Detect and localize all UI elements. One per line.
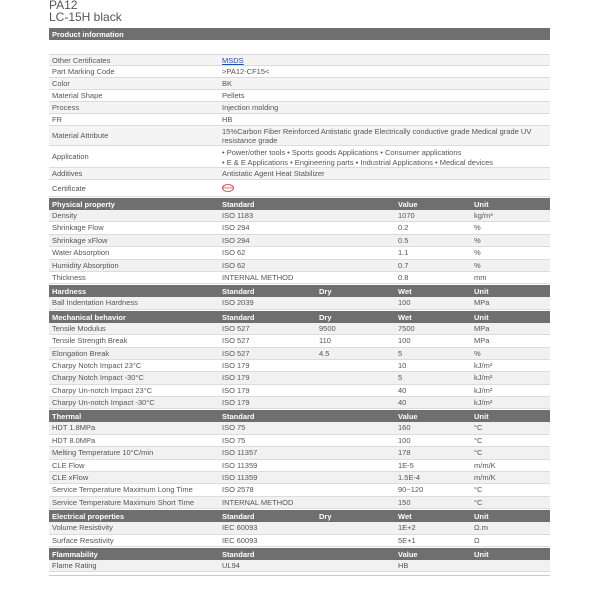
bottom-divider — [49, 572, 550, 576]
table-cell: mm — [474, 272, 487, 282]
info-row — [49, 168, 550, 180]
table-row — [49, 460, 550, 472]
table-cell — [471, 560, 550, 571]
table-cell: Surface Resistivity — [52, 535, 114, 545]
column-header: Value — [398, 412, 418, 422]
info-value: Injection molding — [222, 103, 279, 112]
table-row — [49, 335, 550, 347]
flammability-section-header — [49, 547, 550, 560]
column-header: Wet — [398, 287, 412, 297]
column-header: Hardness — [52, 287, 87, 297]
table-cell: % — [474, 235, 481, 245]
table-cell: 150 — [398, 497, 411, 507]
column-header: Standard — [222, 412, 255, 422]
table-cell: kJ/m² — [474, 373, 493, 383]
physical-section-header — [49, 197, 550, 210]
table-cell: 110 — [319, 336, 331, 346]
electrical-section-header — [49, 509, 550, 522]
column-header: Mechanical behavior — [52, 312, 126, 322]
hardness-section-header — [49, 284, 550, 297]
table-cell: Service Temperature Maximum Short Time — [52, 497, 194, 507]
table-cell: 1.5E-4 — [398, 473, 421, 483]
table-cell — [316, 460, 395, 471]
column-header: Standard — [222, 312, 255, 322]
product-info-header-label: Product information — [52, 30, 124, 39]
column-header — [316, 548, 395, 560]
table-cell: Tensile Modulus — [52, 323, 106, 333]
table-cell: ISO 179 — [222, 360, 250, 370]
info-label: Part Marking Code — [52, 67, 115, 76]
datasheet — [49, 27, 550, 576]
column-header: Unit — [474, 312, 489, 322]
info-label: Material Attribute — [52, 131, 109, 140]
column-header: Unit — [474, 512, 489, 522]
table-cell: ISO 294 — [222, 223, 250, 233]
table-cell: ISO 75 — [222, 423, 246, 433]
table-cell: IEC 60093 — [222, 535, 258, 545]
column-header: Unit — [474, 287, 489, 297]
table-cell: % — [474, 248, 481, 258]
table-cell: kJ/m² — [474, 398, 493, 408]
table-cell: ISO 179 — [222, 373, 250, 383]
column-header: Thermal — [52, 412, 82, 422]
table-cell — [316, 222, 395, 233]
table-cell — [316, 247, 395, 258]
table-cell — [316, 297, 395, 308]
column-header: Wet — [398, 512, 412, 522]
table-cell: 40 — [398, 398, 407, 408]
column-header: Dry — [319, 512, 332, 522]
table-row — [49, 535, 550, 547]
info-value: HB — [222, 115, 233, 124]
table-cell: 5E+1 — [398, 535, 416, 545]
table-cell: ISO 11359 — [222, 473, 258, 483]
table-cell: 1E-5 — [398, 460, 414, 470]
table-cell: % — [474, 348, 481, 358]
table-cell: HDT 8.0MPa — [52, 435, 96, 445]
table-row — [49, 272, 550, 284]
table-cell: HB — [398, 560, 409, 570]
table-cell: ISO 527 — [222, 323, 250, 333]
info-row — [49, 180, 550, 197]
table-cell: ISO 75 — [222, 435, 246, 445]
table-cell — [316, 360, 395, 371]
info-value: Antistatic Agent Heat Stabilizer — [222, 169, 325, 178]
table-cell: UL94 — [222, 560, 240, 570]
table-cell: ISO 179 — [222, 398, 250, 408]
application-line: • E & E Applications • Engineering parts • Industrial Applications • Medical devices — [222, 157, 494, 167]
table-cell — [316, 260, 395, 271]
column-header — [316, 410, 395, 422]
page-title: PA12 — [49, 0, 78, 12]
page-subtitle: LC-15H black — [49, 10, 122, 24]
table-row — [49, 484, 550, 496]
info-value-icon — [219, 180, 550, 196]
table-cell: Melting Temperature 10°C/min — [52, 448, 154, 458]
info-row — [49, 126, 550, 146]
certificate-icon[interactable]: RoHS — [223, 185, 234, 190]
table-cell: 0.8 — [398, 272, 409, 282]
table-cell: HDT 1.8MPa — [52, 423, 96, 433]
table-cell — [316, 235, 395, 246]
table-cell: °C — [474, 423, 483, 433]
table-cell: m/m/K — [474, 473, 496, 483]
info-row — [49, 66, 550, 78]
table-cell: ISO 2039 — [222, 298, 254, 308]
table-cell — [316, 522, 395, 533]
table-cell — [316, 472, 395, 483]
table-row — [49, 222, 550, 234]
table-cell: MPa — [474, 298, 490, 308]
table-cell: m/m/K — [474, 460, 496, 470]
table-cell — [316, 397, 395, 408]
table-row — [49, 348, 550, 360]
table-cell — [316, 210, 395, 221]
column-header: Flammability — [52, 549, 98, 559]
table-cell: Elongation Break — [52, 348, 110, 358]
msds-link[interactable]: MSDS — [222, 55, 244, 65]
table-row — [49, 297, 550, 309]
table-cell — [316, 484, 395, 495]
table-cell: % — [474, 260, 481, 270]
table-row — [49, 560, 550, 572]
table-cell: ISO 11359 — [222, 460, 258, 470]
table-cell: % — [474, 223, 481, 233]
table-cell: ISO 62 — [222, 248, 246, 258]
table-cell: °C — [474, 485, 483, 495]
info-label: FR — [52, 115, 62, 124]
table-cell: Flame Rating — [52, 560, 97, 570]
product-info-rows — [49, 55, 550, 197]
info-row — [49, 90, 550, 102]
table-cell: Density — [52, 211, 78, 220]
table-cell: kJ/m² — [474, 385, 493, 395]
table-cell: CLE xFlow — [52, 473, 89, 483]
table-cell: Ω — [474, 535, 480, 545]
table-cell: 7500 — [398, 323, 415, 333]
table-cell: kJ/m² — [474, 360, 493, 370]
table-row — [49, 497, 550, 509]
column-header: Physical property — [52, 200, 115, 209]
info-label: Material Shape — [52, 91, 103, 100]
table-row — [49, 385, 550, 397]
table-cell: Water Absorption — [52, 248, 110, 258]
column-header: Standard — [222, 200, 255, 209]
table-row — [49, 360, 550, 372]
table-cell: 178 — [398, 448, 411, 458]
table-cell: ISO 62 — [222, 260, 246, 270]
table-cell: 5 — [398, 373, 403, 383]
table-row — [49, 235, 550, 247]
column-header: Unit — [474, 549, 489, 559]
table-row — [49, 447, 550, 459]
column-header: Dry — [319, 312, 332, 322]
thermal-section-header — [49, 409, 550, 422]
info-row — [49, 114, 550, 126]
table-cell — [316, 560, 395, 571]
table-cell: °C — [474, 448, 483, 458]
table-cell: Charpy Notch Impact -30°C — [52, 373, 144, 383]
table-cell: kg/m³ — [474, 211, 493, 220]
table-cell: Thickness — [52, 272, 86, 282]
info-label: Application — [52, 152, 89, 161]
table-cell: 4.5 — [319, 348, 330, 358]
table-cell: Service Temperature Maximum Long Time — [52, 485, 193, 495]
table-cell: 10 — [398, 360, 407, 370]
info-row — [49, 55, 550, 66]
table-cell: °C — [474, 435, 483, 445]
table-cell — [316, 385, 395, 396]
table-cell: Volume Resistivity — [52, 523, 113, 533]
table-cell: ISO 2578 — [222, 485, 254, 495]
table-cell: °C — [474, 497, 483, 507]
table-cell: ISO 179 — [222, 385, 250, 395]
info-label: Additives — [52, 169, 83, 178]
table-cell: 0.5 — [398, 235, 409, 245]
table-cell: Charpy Notch Impact 23°C — [52, 360, 142, 370]
info-value: 15%Carbon Fiber Reinforced Antistatic grade Electrically conductive grade Medical grade UV resistance grade — [222, 126, 532, 145]
info-label: Certificate — [52, 183, 86, 193]
column-header: Unit — [474, 412, 489, 422]
table-row — [49, 247, 550, 259]
table-cell: ISO 294 — [222, 235, 250, 245]
info-value-lines — [219, 146, 550, 167]
table-cell: ISO 11357 — [222, 448, 258, 458]
info-row — [49, 146, 550, 168]
table-cell: 0.2 — [398, 223, 409, 233]
table-cell: 1070 — [398, 211, 415, 220]
column-header — [316, 198, 395, 210]
table-cell: Charpy Un-notch Impact -30°C — [52, 398, 155, 408]
table-cell: 100 — [398, 336, 411, 346]
table-row — [49, 210, 550, 222]
table-cell: ISO 1183 — [222, 211, 254, 220]
table-cell: IEC 60093 — [222, 523, 258, 533]
table-cell: 9500 — [319, 323, 336, 333]
table-cell: Charpy Un-notch Impact 23°C — [52, 385, 153, 395]
table-row — [49, 397, 550, 409]
table-row — [49, 260, 550, 272]
table-cell — [316, 447, 395, 458]
table-cell — [316, 535, 395, 546]
column-header: Electrical properties — [52, 512, 125, 522]
table-cell: 1E+2 — [398, 523, 416, 533]
column-header: Standard — [222, 549, 255, 559]
mechanical-section-header — [49, 310, 550, 323]
table-cell: 100 — [398, 298, 411, 308]
table-cell: INTERNAL METHOD — [222, 497, 294, 507]
info-value: BK — [222, 79, 233, 88]
product-info-header — [49, 27, 550, 40]
table-cell: ISO 527 — [222, 348, 250, 358]
table-row — [49, 323, 550, 335]
column-header: Standard — [222, 287, 255, 297]
info-value: Pellets — [222, 91, 245, 100]
table-cell — [316, 372, 395, 383]
table-cell: Ω.m — [474, 523, 488, 533]
table-row — [49, 472, 550, 484]
table-cell — [316, 272, 395, 283]
table-cell — [316, 497, 395, 508]
table-cell: Tensile Strength Break — [52, 336, 128, 346]
info-label: Process — [52, 103, 80, 112]
table-cell: Shrinkage Flow — [52, 223, 104, 233]
column-header: Standard — [222, 512, 255, 522]
column-header: Unit — [474, 200, 489, 209]
info-row — [49, 102, 550, 114]
info-label: Other Certificates — [52, 55, 111, 65]
info-value: >PA12-CF15< — [222, 67, 270, 76]
table-cell: ISO 527 — [222, 336, 250, 346]
column-header: Dry — [319, 287, 332, 297]
table-row — [49, 422, 550, 434]
table-cell: 1.1 — [398, 248, 409, 258]
table-row — [49, 522, 550, 534]
table-row — [49, 372, 550, 384]
info-label: Color — [52, 79, 70, 88]
table-cell: Ball Indentation Hardness — [52, 298, 138, 308]
table-cell: MPa — [474, 323, 490, 333]
table-cell — [316, 435, 395, 446]
column-header: Value — [398, 200, 418, 209]
table-cell: CLE Flow — [52, 460, 85, 470]
table-cell: MPa — [474, 336, 490, 346]
table-cell: 90~120 — [398, 485, 424, 495]
table-cell: 40 — [398, 385, 407, 395]
table-cell: Humidity Absorption — [52, 260, 119, 270]
table-row — [49, 435, 550, 447]
column-header: Wet — [398, 312, 412, 322]
application-line: • Power/other tools • Sports goods Applications • Consumer applications — [222, 148, 462, 157]
table-cell: 100 — [398, 435, 411, 445]
table-cell — [316, 422, 395, 433]
info-row — [49, 78, 550, 90]
property-sections — [49, 197, 550, 572]
info-spacer — [49, 40, 550, 55]
table-cell: 5 — [398, 348, 403, 358]
table-cell: 0.7 — [398, 260, 409, 270]
column-header: Value — [398, 549, 418, 559]
info-value — [219, 55, 550, 65]
table-cell: Shrinkage xFlow — [52, 235, 108, 245]
table-cell: 160 — [398, 423, 411, 433]
table-cell: INTERNAL METHOD — [222, 272, 294, 282]
